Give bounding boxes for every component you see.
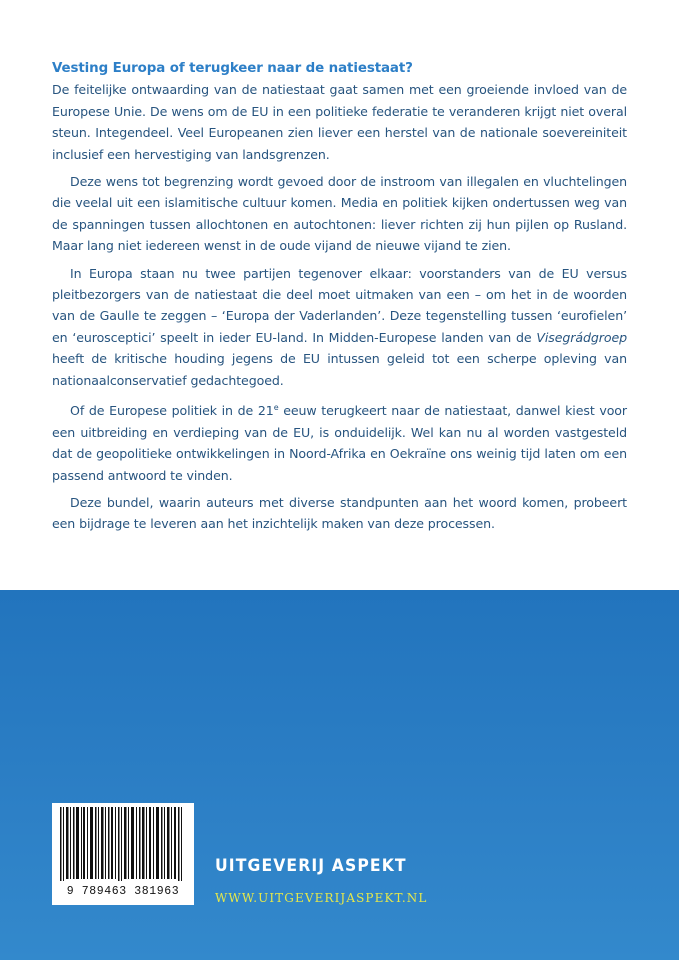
- paragraph-4-text-a: Of de Europese politiek in de 21: [70, 403, 274, 419]
- publisher-name: UITGEVERIJ ASPEKT: [215, 856, 407, 876]
- blurb-heading: Vesting Europa of terugkeer naar de natiestaat?: [52, 61, 413, 76]
- blurb-paragraph-2: Deze wens tot begrenzing wordt gevoed door de instroom van illegalen en vluchtelingen die veelal uit een islamitische cultuur komen. Media en politiek kijken ondertussen weg van de spanningen tussen allochtonen en autochtonen: liever richten zij hun pijlen op Rusland. Maar lang niet iedereen wenst in de oude vijand de nieuwe vijand te zien.: [52, 174, 627, 254]
- paragraph-4-text-b: eeuw terugkeert naar de natiestaat, danwel kiest voor een uitbreiding en verdieping van de EU, is onduidelijk. Wel kan nu al worden vastgesteld dat de geopolitieke ontwikkelingen in Noord-Afrika en Oekraïne ons weinig tijd laten om een passend antwoord te vinden.: [52, 403, 627, 483]
- paragraph-3-text-b: heeft de kritische houding jegens de EU intussen geleid tot een scherpe opleving van nationaalconservatief gedachtegoed.: [52, 351, 627, 388]
- isbn-barcode: [52, 803, 194, 905]
- back-cover-blurb: [52, 58, 627, 535]
- isbn-number: 9 789463 381963: [52, 881, 194, 903]
- blurb-paragraph-3: [52, 263, 627, 391]
- century-suffix: e: [273, 403, 279, 413]
- blurb-paragraph-5: Deze bundel, waarin auteurs met diverse standpunten aan het woord komen, probeert een bijdrage te leveren aan het inzichtelijk maken van deze processen.: [52, 494, 627, 532]
- publisher-website[interactable]: WWW.UITGEVERIJASPEKT.NL: [215, 891, 428, 905]
- barcode-bars-icon: [52, 803, 194, 883]
- paragraph-3-text-a: In Europa staan nu twee partijen tegenover elkaar: voorstanders van de EU versus pleitbezorgers van de natiestaat die deel moet uitmaken van een – om het in de woorden van de Gaulle te zeggen – ‘Europa der Vaderlanden’. Deze tegenstelling tussen ‘eurofielen’ en ‘eurosceptici’ speelt in ieder EU-land. In Midden-Europese landen van de: [52, 265, 627, 345]
- blurb-paragraph-1: De feitelijke ontwaarding van de natiestaat gaat samen met een groeiende invloed van de Europese Unie. De wens om de EU in een politieke federatie te veranderen krijgt niet overal steun. Integendeel. Veel Europeanen zien liever een herstel van de nationale soevereiniteit inclusief een hervestiging van landsgrenzen.: [52, 82, 627, 162]
- visegrad-group-term: Visegrádgroep: [536, 329, 627, 345]
- blurb-paragraph-4: [52, 397, 627, 486]
